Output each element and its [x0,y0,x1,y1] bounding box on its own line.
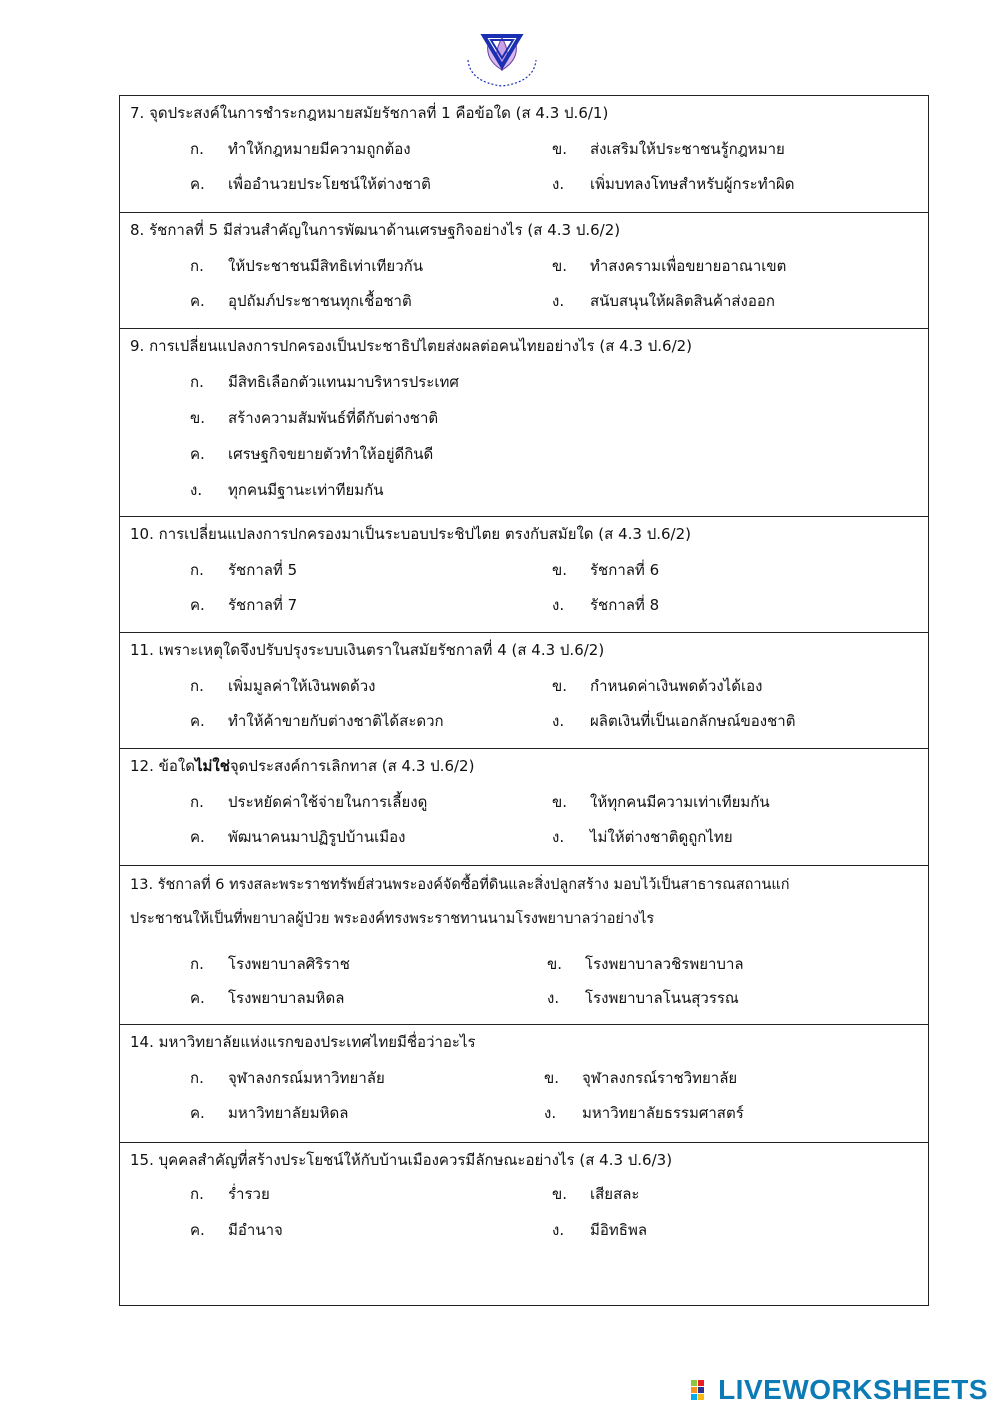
question-stem: 11. เพราะเหตุใดจึงปรับปรุงระบบเงินตราในสมัยรัชกาลที่ 4 (ส 4.3 ป.6/2) [130,641,605,659]
question-stem: 15. บุคคลสำคัญที่สร้างประโยชน์ให้กับบ้านเมืองควรมีลักษณะอย่างไร (ส 4.3 ป.6/3) [130,1151,673,1169]
question-15: 15. บุคคลสำคัญที่สร้างประโยชน์ให้กับบ้านเมืองควรมีลักษณะอย่างไร (ส 4.3 ป.6/3) ก. ร่ำรวย ข. เสียสละ ค. มีอำนาจ ง. มีอิทธิพล [120,1142,928,1305]
liveworksheets-brand [690,1374,988,1406]
question-13: 13. รัชกาลที่ 6 ทรงสละพระราชทรัพย์ส่วนพระองค์จัดซื้อที่ดินและสิ่งปลูกสร้าง มอบไว้เป็นสาธารณสถานแก่ ประชาชนให้เป็นที่พยาบาลผู้ป่วย พระองค์ทรงพระราชทานนามโรงพยาบาลว่าอย่างไร ก. โรงพยาบาลศิริราช ข. โรงพยาบาลวชิรพยาบาล ค. โรงพยาบาลมหิดล ง. โรงพยาบาลโนนสุวรรณ [120,865,928,1024]
question-10: 10. การเปลี่ยนแปลงการปกครองมาเป็นระบอบประชิปไตย ตรงกับสมัยใด (ส 4.3 ป.6/2) ก. รัชกาลที่ 5 ข. รัชกาลที่ 6 ค. รัชกาลที่ 7 ง. รัชกาลที่ 8 [120,516,928,632]
question-14: 14. มหาวิทยาลัยแห่งแรกของประเทศไทยมีชื่อว่าอะไร ก. จุฬาลงกรณ์มหาวิทยาลัย ข. จุฬาลงกรณ์ราชวิทยาลัย ค. มหาวิทยาลัยมหิดล ง. มหาวิทยาลัยธรรมศาสตร์ [120,1024,928,1142]
question-stem-line-1: 13. รัชกาลที่ 6 ทรงสละพระราชทรัพย์ส่วนพระองค์จัดซื้อที่ดินและสิ่งปลูกสร้าง มอบไว้เป็นสาธารณสถานแก่ [130,877,790,893]
question-stem: 14. มหาวิทยาลัยแห่งแรกของประเทศไทยมีชื่อว่าอะไร [130,1033,476,1051]
question-stem: 12. ข้อใดไม่ใช่จุดประสงค์การเลิกทาส (ส 4.3 ป.6/2) [130,757,475,775]
question-stem: 7. จุดประสงค์ในการชำระกฎหมายสมัยรัชกาลที่ 1 คือข้อใด (ส 4.3 ป.6/1) [130,104,609,122]
question-stem: 8. รัชกาลที่ 5 มีส่วนสำคัญในการพัฒนาด้านเศรษฐกิจอย่างไร (ส 4.3 ป.6/2) [130,221,621,239]
liveworksheets-wordmark: LIVEWORKSHEETS [718,1374,988,1405]
question-7: 7. จุดประสงค์ในการชำระกฎหมายสมัยรัชกาลที่ 1 คือข้อใด (ส 4.3 ป.6/1) ก. ทำให้กฎหมายมีความถูกต้อง ข. ส่งเสริมให้ประชาชนรู้กฎหมาย ค. เพื่ออำนวยประโยชน์ให้ต่างชาติ ง. เพิ่มบทลงโทษสำหรับผู้กระทำผิด [130,104,795,193]
question-8: 8. รัชกาลที่ 5 มีส่วนสำคัญในการพัฒนาด้านเศรษฐกิจอย่างไร (ส 4.3 ป.6/2) ก. ให้ประชาชนมีสิทธิเท่าเทียวกัน ข. ทำสงครามเพื่อขยายอาณาเขต ค. อุปถัมภ์ประชาชนทุกเชื้อชาติ ง. สนับสนุนให้ผลิตสินค้าส่งออก [120,212,928,328]
question-stem-line-2: ประชาชนให้เป็นที่พยาบาลผู้ป่วย พระองค์ทรงพระราชทานนามโรงพยาบาลว่าอย่างไร [130,911,655,927]
school-logo [458,30,546,90]
question-9: 9. การเปลี่ยนแปลงการปกครองเป็นประชาธิปไตยส่งผลต่อคนไทยอย่างไร (ส 4.3 ป.6/2) ก. มีสิทธิเลือกตัวแทนมาบริหารประเทศ ข. สร้างความสัมพันธ์ที่ดีกับต่างชาติ ค. เศรษฐกิจขยายตัวทำให้อยู่ดีกินดี ง. ทุกคนมีฐานะเท่าทียมกัน [120,328,928,516]
question-12: 12. ข้อใดไม่ใช่จุดประสงค์การเลิกทาส (ส 4.3 ป.6/2) ก. ประหยัดค่าใช้จ่ายในการเลี้ยงดู ข. ให้ทุกคนมีความเท่าเทียมกัน ค. พัฒนาคนมาปฏิรูปบ้านเมือง ง. ไม่ให้ต่างชาติดูถูกไทย [120,748,928,865]
liveworksheets-logo-icon [690,1378,714,1402]
emphasis-not: ไม่ใช่ [194,757,230,775]
question-stem: 9. การเปลี่ยนแปลงการปกครองเป็นประชาธิปไตยส่งผลต่อคนไทยอย่างไร (ส 4.3 ป.6/2) [130,337,693,355]
question-sheet [119,95,929,1306]
question-stem: 10. การเปลี่ยนแปลงการปกครองมาเป็นระบอบประชิปไตย ตรงกับสมัยใด (ส 4.3 ป.6/2) [130,525,691,543]
question-11: 11. เพราะเหตุใดจึงปรับปรุงระบบเงินตราในสมัยรัชกาลที่ 4 (ส 4.3 ป.6/2) ก. เพิ่มมูลค่าให้เงินพดด้วง ข. กำหนดค่าเงินพดด้วงได้เอง ค. ทำให้ค้าขายกับต่างชาติได้สะดวก ง. ผลิตเงินที่เป็นเอกลักษณ์ของชาติ [120,632,928,748]
